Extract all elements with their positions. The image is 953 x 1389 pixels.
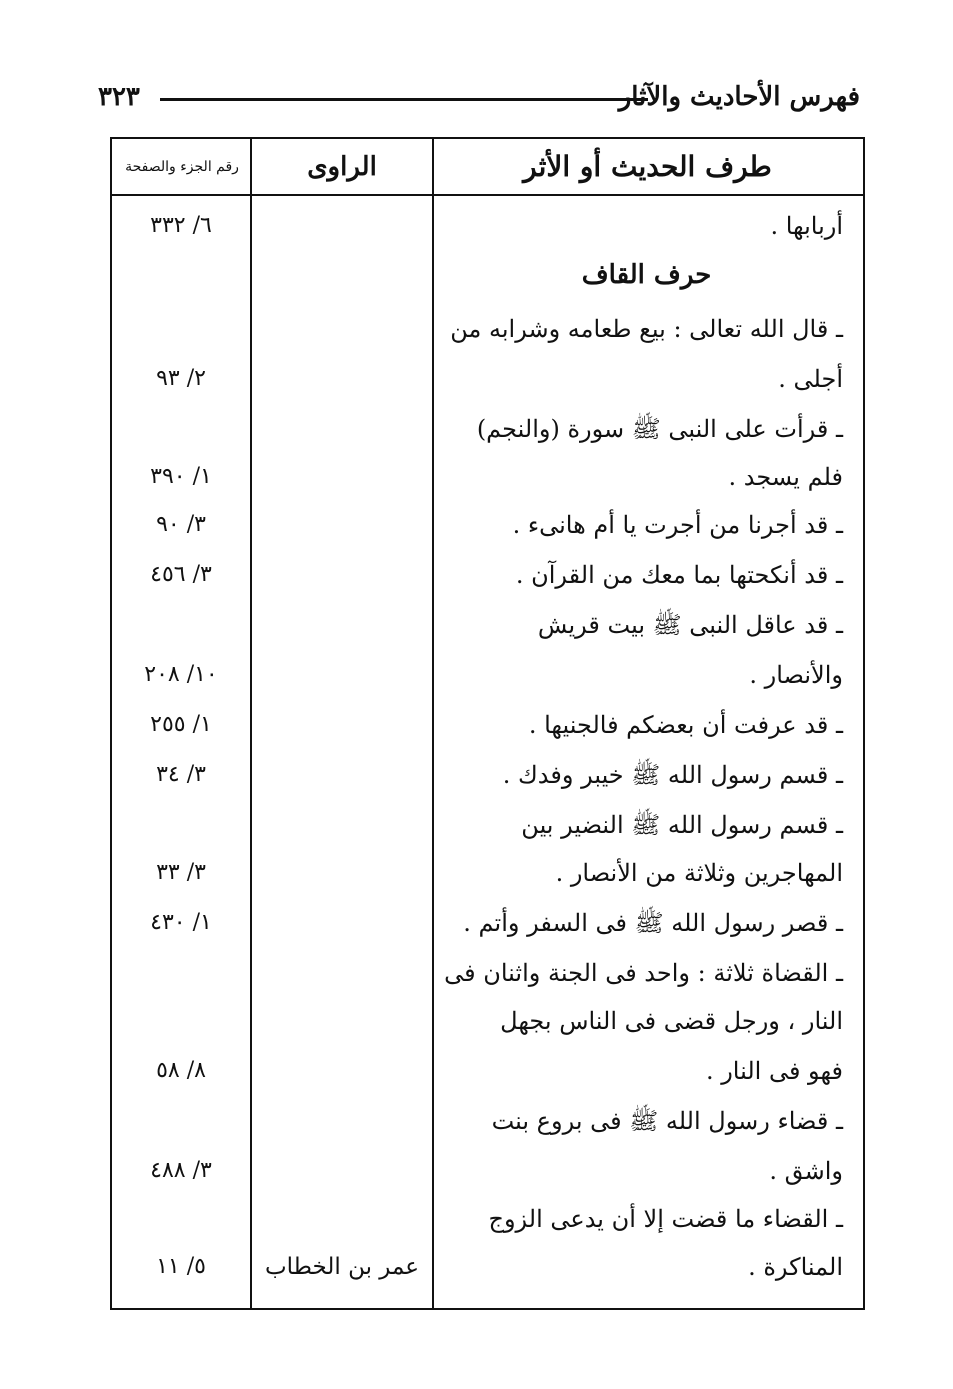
section-heading: حرف القاف <box>581 260 712 290</box>
volume-page-ref: ٣/ ٩٠ <box>156 512 206 537</box>
hadith-line: ـ قد أجرنا من أجرت يا أم هانىء . <box>512 511 843 539</box>
narrator-name: عمر بن الخطاب <box>264 1254 419 1280</box>
column-header-reference: رقم الجزء والصفحة <box>125 158 239 175</box>
hadith-line: أربابها . <box>770 212 843 240</box>
hadith-line: ـ قسم رسول الله ﷺ النضير بين <box>521 811 843 839</box>
hadith-line: ـ قسم رسول الله ﷺ خيبر وفدك . <box>502 761 843 789</box>
volume-page-ref: ٣/ ٣٤ <box>156 762 206 787</box>
column-header-hadith: طرف الحديث أو الأثر <box>523 150 772 183</box>
volume-page-ref: ٣/ ٣٣ <box>156 860 206 885</box>
hadith-line: فلم يسجد . <box>728 463 843 491</box>
hadith-line: أجلى . <box>778 365 843 393</box>
volume-page-ref: ١/ ٤٣٠ <box>150 910 212 935</box>
column-header-narrator: الراوى <box>307 151 377 182</box>
hadith-line: ـ قصر رسول الله ﷺ فى السفر وأتم . <box>463 909 843 937</box>
hadith-line: ـ قضاء رسول الله ﷺ فى بروع بنت <box>491 1107 843 1135</box>
hadith-line: ـ القضاء ما قضت إلا أن يدعى الزوج <box>488 1205 843 1233</box>
hadith-line: ـ قال الله تعالى : بيع طعامه وشرابه من <box>450 315 843 343</box>
hadith-line: ـ قرأت على النبى ﷺ سورة (والنجم) <box>476 415 843 443</box>
volume-page-ref: ٢/ ٩٣ <box>156 366 206 391</box>
volume-page-ref: ٣/ ٤٥٦ <box>150 562 212 587</box>
hadith-line: ـ قد أنكحتها بما معك من القرآن . <box>515 561 843 589</box>
volume-page-ref: ٦/ ٣٣٢ <box>150 213 212 238</box>
volume-page-ref: ٣/ ٤٨٨ <box>150 1158 212 1183</box>
hadith-line: ـ قد عرفت أن بعضكم فالجنيها . <box>528 711 843 739</box>
index-table <box>110 137 865 1310</box>
hadith-line: فهو فى النار . <box>705 1057 843 1085</box>
header-rule <box>160 98 648 101</box>
volume-page-ref: ١٠/ ٢٠٨ <box>144 662 218 687</box>
running-header <box>98 82 860 122</box>
page-number: ٣٢٣ <box>98 82 140 112</box>
header-row-divider <box>112 194 863 196</box>
hadith-line: النار ، ورجل قضى فى الناس بجهل <box>500 1007 843 1035</box>
volume-page-ref: ٥/ ١١ <box>156 1254 206 1279</box>
running-title: فهرس الأحاديث والآثار <box>618 82 860 112</box>
volume-page-ref: ١/ ٢٥٥ <box>150 712 212 737</box>
column-divider-ref <box>250 139 252 1308</box>
volume-page-ref: ٨/ ٥٨ <box>156 1058 206 1083</box>
hadith-line: ـ القضاة ثلاثة : واحد فى الجنة واثنان فى <box>444 959 843 987</box>
hadith-line: المناكرة . <box>748 1253 843 1281</box>
hadith-line: واشق . <box>769 1157 843 1185</box>
hadith-line: ـ قد عاقل النبى ﷺ بيت قريش <box>537 611 843 639</box>
volume-page-ref: ١/ ٣٩٠ <box>150 464 212 489</box>
hadith-line: المهاجرين وثلاثة من الأنصار . <box>555 859 843 887</box>
hadith-line: والأنصار . <box>749 661 843 689</box>
